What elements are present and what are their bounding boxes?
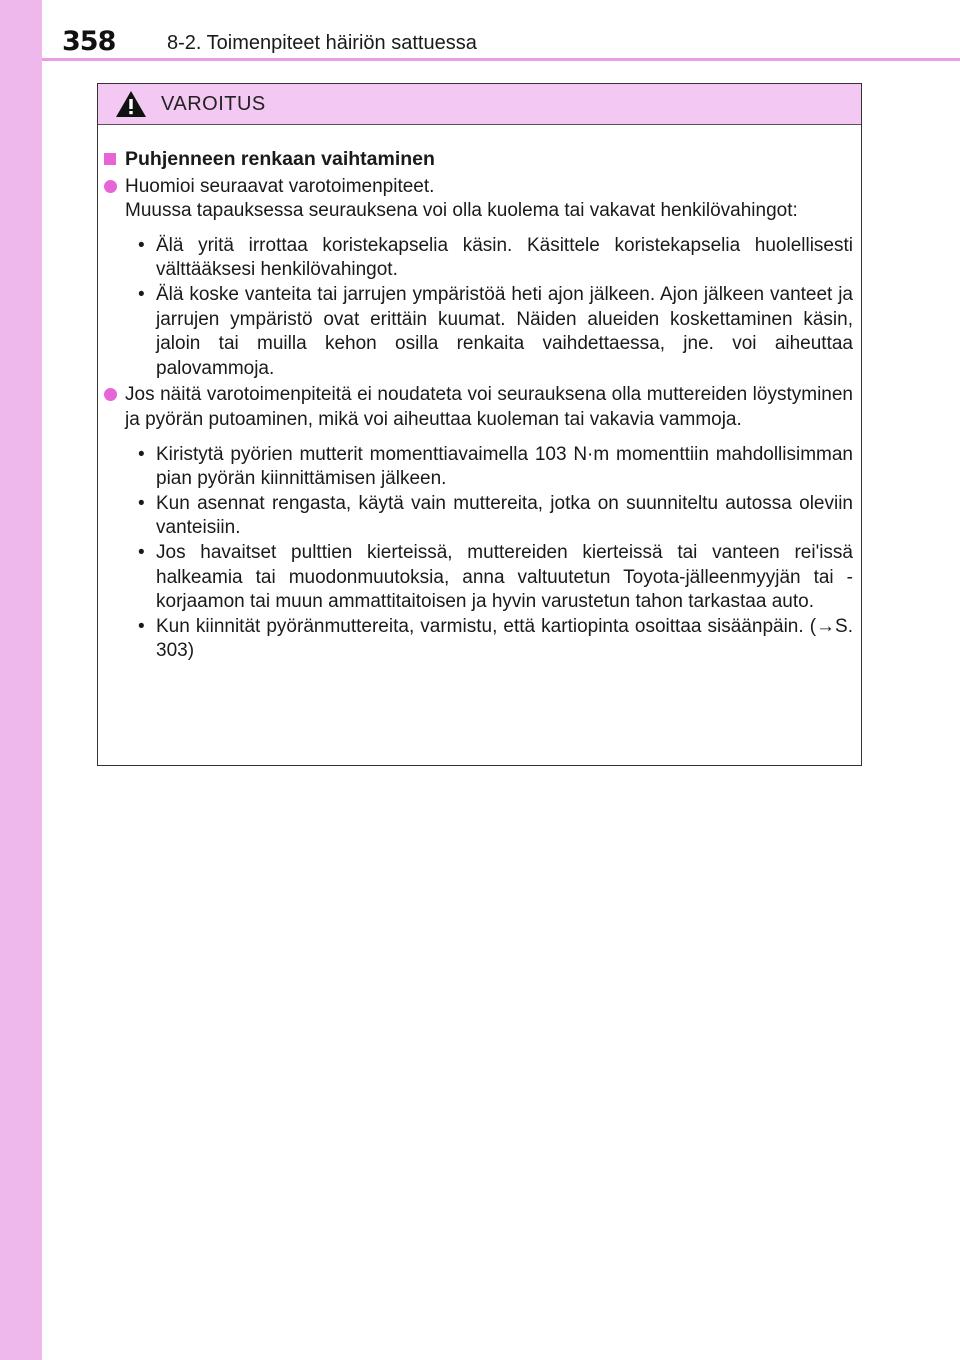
paragraph-1 <box>104 175 853 224</box>
list-item: • Jos havaitset pulttien kierteissä, muttereiden kierteissä tai vanteen rei'issä halkeamia tai muodonmuutoksia, anna valtuutetun Toyota-jälleenmyyjän tai -korjaamon tai muun ammattitaitoisen ja hyvin varustetun tahon tarkastaa auto. <box>138 541 853 615</box>
section-title: 8-2. Toimenpiteet häiriön sattuessa <box>167 32 477 54</box>
square-bullet-icon <box>104 153 116 165</box>
list-item: • Kun asennat rengasta, käytä vain muttereita, jotka on suunniteltu autossa oleviin vanteisiin. <box>138 492 853 541</box>
list-item: • Kun kiinnität pyöränmuttereita, varmistu, että kartiopinta osoittaa sisäänpäin. (→S. 303) <box>138 615 853 664</box>
list-item: • Älä yritä irrottaa koristekapselia käsin. Käsittele koristekapselia huolellisesti välttääksesi henkilövahingot. <box>138 234 853 283</box>
item-title-text: Puhjenneen renkaan vaihtaminen <box>125 148 435 170</box>
side-color-band <box>0 0 42 1360</box>
warning-item-title <box>104 147 853 172</box>
bullet-list-1 <box>138 234 853 382</box>
paragraph-1-line-2: Muussa tapauksessa seurauksena voi olla kuolema tai vakavat henkilövahingot: <box>125 200 798 222</box>
warning-body <box>98 125 861 664</box>
paragraph-2-text: Jos näitä varotoimenpiteitä ei noudateta voi seurauksena olla muttereiden löystyminen ja pyörän putoaminen, mikä voi aiheuttaa kuoleman tai vakavia vammoja. <box>125 384 853 430</box>
warning-header <box>98 84 861 125</box>
bullet-mark: • <box>138 234 145 256</box>
warning-box <box>97 83 862 766</box>
bullet-mark: • <box>138 615 145 637</box>
circle-bullet-icon <box>104 180 117 193</box>
warning-triangle-icon <box>115 90 147 118</box>
page-number: 358 <box>62 26 116 57</box>
paragraph-2 <box>104 383 853 432</box>
bullet-mark: • <box>138 541 145 563</box>
paragraph-1-line-1: Huomioi seuraavat varotoimenpiteet. <box>125 175 435 197</box>
warning-label: VAROITUS <box>161 92 266 115</box>
header-divider <box>42 58 960 61</box>
bullet-list-2 <box>138 443 853 664</box>
circle-bullet-icon <box>104 388 117 401</box>
bullet-mark: • <box>138 283 145 305</box>
bullet-mark: • <box>138 492 145 514</box>
bullet-mark: • <box>138 443 145 465</box>
list-item: • Kiristytä pyörien mutterit momenttiavaimella 103 N·m momenttiin mahdollisimman pian pyörän kiinnittämisen jälkeen. <box>138 443 853 492</box>
list-item: • Älä koske vanteita tai jarrujen ympäristöä heti ajon jälkeen. Ajon jälkeen vanteet ja jarrujen ympäristö ovat erittäin kuumat. Näiden alueiden koskettaminen käsin, jaloin tai muilla kehon osilla renkaita vaihdettaessa, jne. voi aiheuttaa palovammoja. <box>138 283 853 381</box>
